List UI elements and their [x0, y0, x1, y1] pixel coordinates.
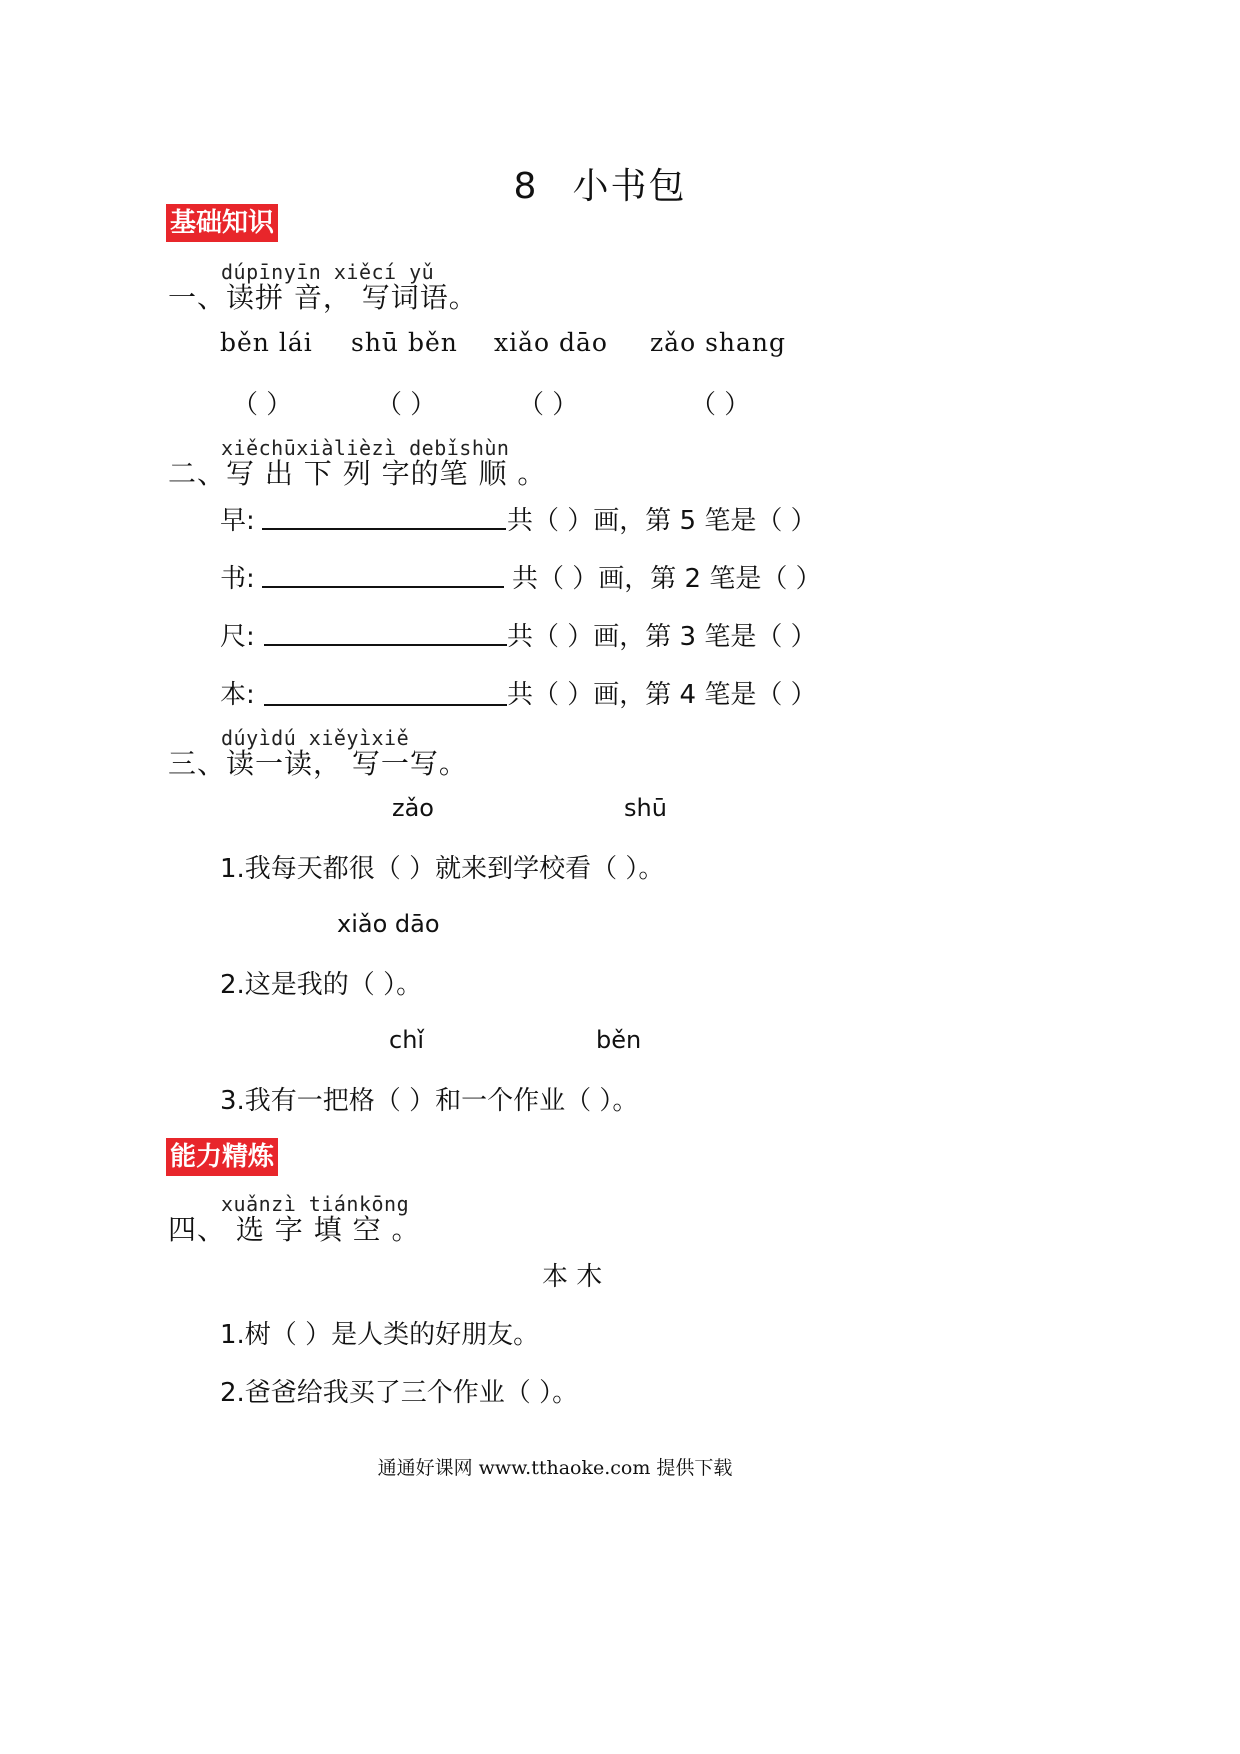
q3-item-2-sentence: 2.这是我的（ ）。 [220, 970, 423, 1000]
section-badge-ability: 能力精炼 [166, 1138, 278, 1176]
footer-credit: 通通好课网 www.tthaoke.com 提供下载 [377, 1457, 733, 1479]
q2-row-2-line[interactable] [262, 586, 504, 588]
q1-blank-4[interactable]: （ ） [690, 390, 751, 420]
q4-heading: 四、 选 字 填 空 。 [168, 1213, 421, 1246]
q2-heading: 二、写 出 下 列 字的笔 顺 。 [168, 457, 547, 490]
q2-row-3-char: 尺: [220, 622, 255, 652]
q1-pinyin: dúpīnyīn xiěcí yǔ [221, 260, 435, 284]
lesson-title: 小书包 [572, 166, 687, 207]
q3-pinyin: dúyìdú xiěyìxiě [221, 726, 410, 750]
q2-row-1-char: 早: [220, 506, 255, 536]
q2-row-2-char: 书: [220, 564, 255, 594]
q4-item-1: 1.树（ ）是人类的好朋友。 [220, 1320, 540, 1350]
q3-item-3-pinyin-1: chǐ [389, 1026, 425, 1054]
lesson-number: 8 [513, 166, 539, 207]
q1-blank-3[interactable]: （ ） [518, 390, 579, 420]
q2-pinyin: xiěchūxiàlièzì debǐshùn [221, 436, 510, 460]
q4-choices: 本 木 [542, 1262, 603, 1292]
q2-row-3-text: 共（ ）画，第 3 笔是（ ） [507, 622, 817, 652]
q4-item-2: 2.爸爸给我买了三个作业（ ）。 [220, 1378, 579, 1408]
q3-item-1-pinyin-1: zǎo [392, 794, 434, 822]
q1-word-4: zǎo shang [650, 328, 787, 357]
section-badge-basic: 基础知识 [166, 204, 278, 242]
q1-word-3: xiǎo dāo [494, 328, 608, 357]
q2-row-1-line[interactable] [262, 528, 506, 530]
page-title [0, 158, 1200, 209]
q1-word-1: běn lái [220, 328, 313, 357]
q3-item-3-sentence: 3.我有一把格（ ）和一个作业（ ）。 [220, 1086, 639, 1116]
q3-item-3-pinyin-2: běn [596, 1026, 642, 1054]
q3-item-2-pinyin: xiǎo dāo [337, 910, 440, 938]
q3-item-1-sentence: 1.我每天都很（ ）就来到学校看（ ）。 [220, 854, 665, 884]
q2-row-4-char: 本: [220, 680, 255, 710]
q1-blank-2[interactable]: （ ） [376, 390, 437, 420]
q1-heading: 一、读拼 音， 写词语。 [168, 281, 478, 314]
q2-row-3-line[interactable] [264, 644, 507, 646]
q3-heading: 三、读一读， 写一写。 [168, 747, 468, 780]
q1-word-2: shū běn [351, 328, 458, 357]
q1-blank-1[interactable]: （ ） [232, 390, 293, 420]
q2-row-4-text: 共（ ）画，第 4 笔是（ ） [507, 680, 817, 710]
q2-row-1-text: 共（ ）画，第 5 笔是（ ） [507, 506, 817, 536]
q3-item-1-pinyin-2: shū [624, 794, 667, 822]
q2-row-2-text: 共（ ）画，第 2 笔是（ ） [512, 564, 822, 594]
q4-pinyin: xuǎnzì tiánkōng [221, 1192, 410, 1216]
q2-row-4-line[interactable] [264, 704, 507, 706]
